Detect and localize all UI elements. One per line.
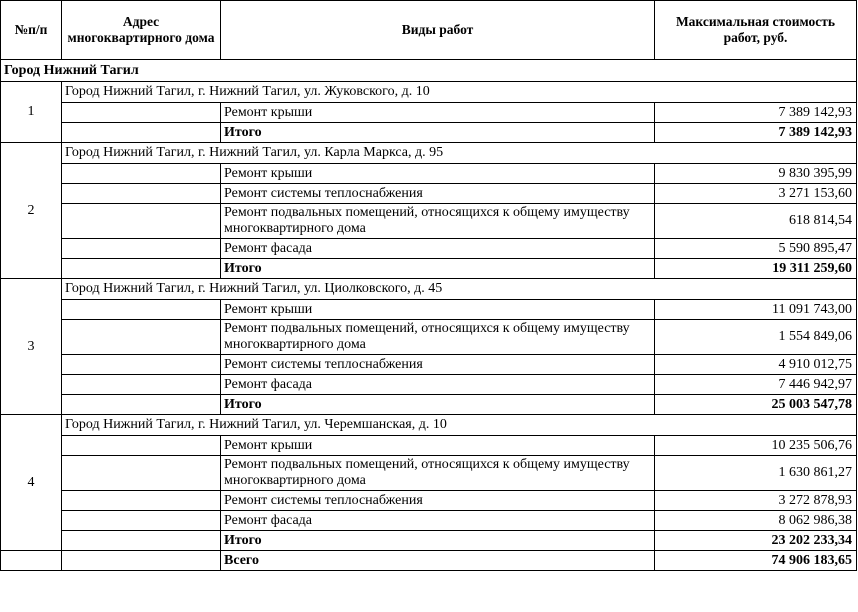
empty-cell: [62, 355, 221, 375]
work-name: Ремонт системы теплоснабжения: [221, 491, 655, 511]
table-row: [1, 511, 857, 531]
total-value: 7 389 142,93: [655, 123, 857, 143]
building-address: Город Нижний Тагил, г. Нижний Тагил, ул. Черемшанская, д. 10: [62, 415, 857, 436]
work-cost: 618 814,54: [655, 204, 857, 239]
building-address: Город Нижний Тагил, г. Нижний Тагил, ул. Карла Маркса, д. 95: [62, 143, 857, 164]
work-cost: 9 830 395,99: [655, 164, 857, 184]
empty-cell: [62, 103, 221, 123]
work-cost: 1 630 861,27: [655, 456, 857, 491]
work-cost: 3 271 153,60: [655, 184, 857, 204]
empty-cell: [62, 239, 221, 259]
table-row: [1, 82, 857, 103]
table-row: [1, 204, 857, 239]
empty-cell: [62, 164, 221, 184]
empty-cell: [62, 531, 221, 551]
total-row: [1, 395, 857, 415]
empty-cell: [62, 184, 221, 204]
table-row: [1, 415, 857, 436]
work-cost: 8 062 986,38: [655, 511, 857, 531]
table-row: [1, 436, 857, 456]
work-name: Ремонт подвальных помещений, относящихся к общему имуществу многоквартирного дома: [221, 204, 655, 239]
work-name: Ремонт крыши: [221, 164, 655, 184]
header-cost: Максимальная стоимость работ, руб.: [655, 1, 857, 60]
row-number: 1: [1, 82, 62, 143]
empty-cell: [62, 375, 221, 395]
table-row: [1, 456, 857, 491]
grand-total-label: Всего: [221, 551, 655, 571]
row-number: 2: [1, 143, 62, 279]
empty-cell: [62, 395, 221, 415]
work-name: Ремонт фасада: [221, 511, 655, 531]
table-row: [1, 491, 857, 511]
table-row: [1, 184, 857, 204]
work-name: Ремонт крыши: [221, 300, 655, 320]
empty-cell: [1, 551, 62, 571]
total-value: 19 311 259,60: [655, 259, 857, 279]
work-name: Ремонт подвальных помещений, относящихся к общему имуществу многоквартирного дома: [221, 456, 655, 491]
table-row: [1, 164, 857, 184]
work-cost: 4 910 012,75: [655, 355, 857, 375]
table-row: [1, 355, 857, 375]
empty-cell: [62, 551, 221, 571]
grand-total-value: 74 906 183,65: [655, 551, 857, 571]
header-address: Адрес многоквартирного дома: [62, 1, 221, 60]
header-num: №п/п: [1, 1, 62, 60]
empty-cell: [62, 259, 221, 279]
work-cost: 5 590 895,47: [655, 239, 857, 259]
work-cost: 7 446 942,97: [655, 375, 857, 395]
total-label: Итого: [221, 531, 655, 551]
table-row: [1, 103, 857, 123]
city-row: [1, 60, 857, 82]
table-row: [1, 239, 857, 259]
work-cost: 1 554 849,06: [655, 320, 857, 355]
work-name: Ремонт крыши: [221, 436, 655, 456]
total-value: 25 003 547,78: [655, 395, 857, 415]
row-number: 4: [1, 415, 62, 551]
work-name: Ремонт системы теплоснабжения: [221, 184, 655, 204]
empty-cell: [62, 204, 221, 239]
total-row: [1, 123, 857, 143]
grand-total-row: [1, 551, 857, 571]
table-row: [1, 320, 857, 355]
total-row: [1, 531, 857, 551]
work-name: Ремонт фасада: [221, 239, 655, 259]
table-row: [1, 143, 857, 164]
empty-cell: [62, 320, 221, 355]
building-address: Город Нижний Тагил, г. Нижний Тагил, ул. Циолковского, д. 45: [62, 279, 857, 300]
empty-cell: [62, 123, 221, 143]
table-row: [1, 300, 857, 320]
city-name: Город Нижний Тагил: [1, 60, 857, 82]
empty-cell: [62, 491, 221, 511]
total-label: Итого: [221, 123, 655, 143]
work-cost: 7 389 142,93: [655, 103, 857, 123]
empty-cell: [62, 300, 221, 320]
total-row: [1, 259, 857, 279]
empty-cell: [62, 511, 221, 531]
total-label: Итого: [221, 395, 655, 415]
header-row: [1, 1, 857, 60]
empty-cell: [62, 456, 221, 491]
work-cost: 3 272 878,93: [655, 491, 857, 511]
row-number: 3: [1, 279, 62, 415]
empty-cell: [62, 436, 221, 456]
table-row: [1, 279, 857, 300]
building-address: Город Нижний Тагил, г. Нижний Тагил, ул. Жуковского, д. 10: [62, 82, 857, 103]
total-label: Итого: [221, 259, 655, 279]
table-row: [1, 375, 857, 395]
header-works: Виды работ: [221, 1, 655, 60]
work-name: Ремонт крыши: [221, 103, 655, 123]
work-name: Ремонт фасада: [221, 375, 655, 395]
work-cost: 10 235 506,76: [655, 436, 857, 456]
work-name: Ремонт подвальных помещений, относящихся к общему имуществу многоквартирного дома: [221, 320, 655, 355]
work-cost: 11 091 743,00: [655, 300, 857, 320]
total-value: 23 202 233,34: [655, 531, 857, 551]
work-name: Ремонт системы теплоснабжения: [221, 355, 655, 375]
